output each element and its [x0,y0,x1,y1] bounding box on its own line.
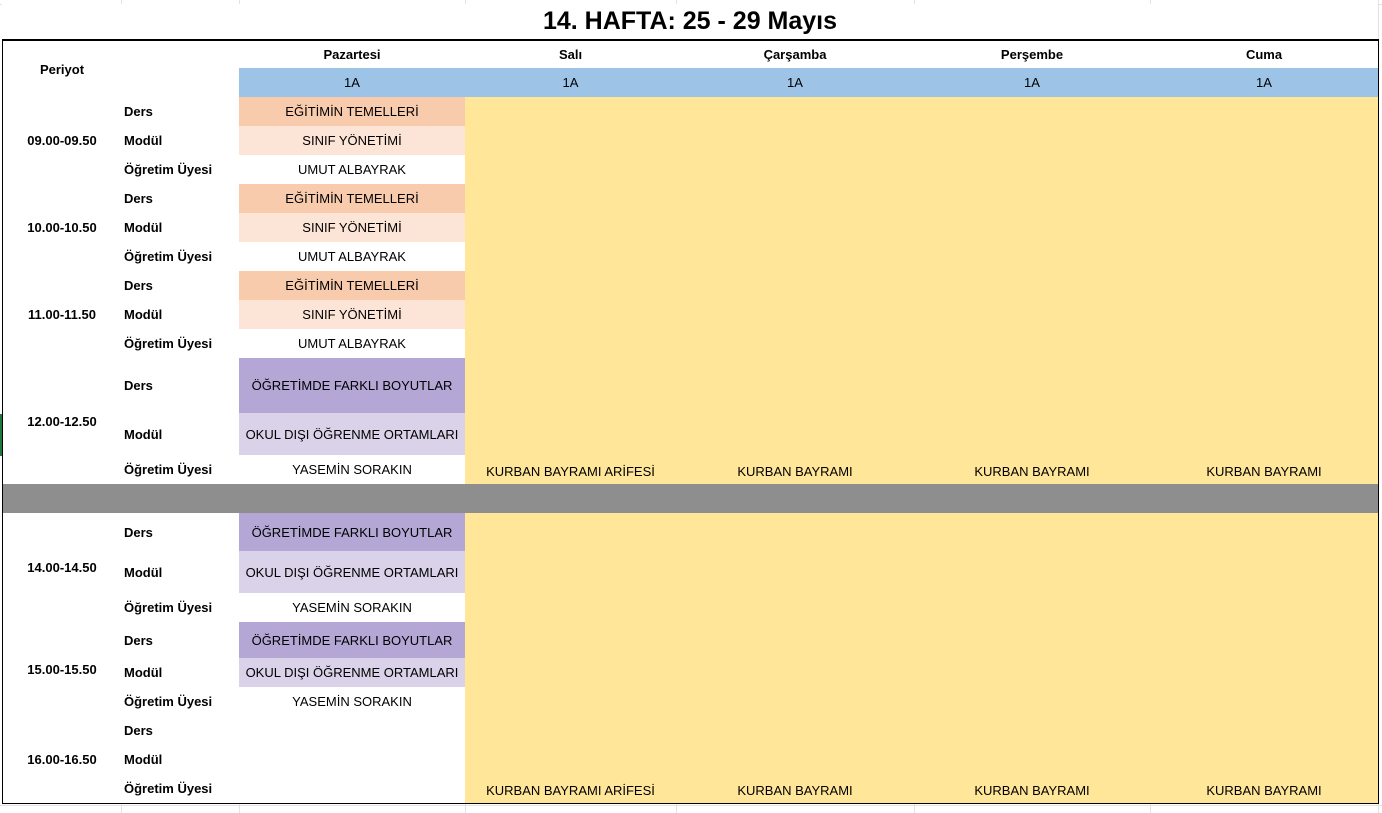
class-cell-carsamba[interactable]: 1A [676,68,915,98]
instructor-cell[interactable]: UMUT ALBAYRAK [239,242,466,272]
row-label-modul[interactable]: Modül [121,551,240,594]
module-cell[interactable]: OKUL DIŞI ÖĞRENME ORTAMLARI [239,413,466,456]
module-cell[interactable]: SINIF YÖNETİMİ [239,213,466,243]
row-label-modul[interactable]: Modül [121,745,240,775]
period-time-cell[interactable]: 15.00-15.50 [2,622,122,717]
blank-header-cell[interactable] [121,39,240,98]
module-cell[interactable]: SINIF YÖNETİMİ [239,126,466,156]
period-time-cell[interactable]: 14.00-14.50 [2,513,122,623]
course-cell[interactable]: EĞİTİMİN TEMELLERİ [239,97,466,127]
holiday-block-persembe[interactable]: KURBAN BAYRAMI [914,97,1151,485]
row-label-modul[interactable]: Modül [121,658,240,688]
day-header-carsamba[interactable]: Çarşamba [676,39,915,69]
module-cell[interactable]: OKUL DIŞI ÖĞRENME ORTAMLARI [239,551,466,594]
row-label-ogretim-uyesi[interactable]: Öğretim Üyesi [121,242,240,272]
module-cell[interactable]: OKUL DIŞI ÖĞRENME ORTAMLARI [239,658,466,688]
instructor-cell[interactable]: YASEMİN SORAKIN [239,687,466,717]
row-label-ogretim-uyesi[interactable]: Öğretim Üyesi [121,593,240,623]
class-cell-persembe[interactable]: 1A [914,68,1151,98]
row-label-ders[interactable]: Ders [121,97,240,127]
row-label-ogretim-uyesi[interactable]: Öğretim Üyesi [121,687,240,717]
instructor-cell[interactable] [239,774,466,804]
holiday-block-carsamba[interactable]: KURBAN BAYRAMI [676,97,915,485]
period-header[interactable]: Periyot [2,39,122,98]
row-label-ders[interactable]: Ders [121,622,240,659]
row-label-ogretim-uyesi[interactable]: Öğretim Üyesi [121,155,240,185]
holiday-block-sali[interactable]: KURBAN BAYRAMI ARİFESİ [465,513,677,804]
period-time-cell[interactable]: 09.00-09.50 [2,97,122,185]
holiday-block-sali[interactable]: KURBAN BAYRAMI ARİFESİ [465,97,677,485]
row-label-ders[interactable]: Ders [121,271,240,301]
period-time-cell[interactable]: 12.00-12.50 [2,358,122,485]
row-label-modul[interactable]: Modül [121,213,240,243]
class-cell-cuma[interactable]: 1A [1150,68,1379,98]
instructor-cell[interactable]: YASEMİN SORAKIN [239,455,466,485]
row-label-ogretim-uyesi[interactable]: Öğretim Üyesi [121,329,240,359]
instructor-cell[interactable]: YASEMİN SORAKIN [239,593,466,623]
sheet-title[interactable]: 14. HAFTA: 25 - 29 Mayıs [2,4,1378,39]
instructor-cell[interactable]: UMUT ALBAYRAK [239,155,466,185]
course-cell[interactable]: ÖĞRETİMDE FARKLI BOYUTLAR [239,358,466,414]
instructor-cell[interactable]: UMUT ALBAYRAK [239,329,466,359]
module-cell[interactable] [239,745,466,775]
holiday-block-carsamba[interactable]: KURBAN BAYRAMI [676,513,915,804]
course-cell[interactable]: EĞİTİMİN TEMELLERİ [239,184,466,214]
course-cell[interactable] [239,716,466,746]
row-label-modul[interactable]: Modül [121,126,240,156]
row-label-ders[interactable]: Ders [121,716,240,746]
holiday-block-cuma[interactable]: KURBAN BAYRAMI [1150,513,1379,804]
course-cell[interactable]: EĞİTİMİN TEMELLERİ [239,271,466,301]
module-cell[interactable]: SINIF YÖNETİMİ [239,300,466,330]
period-time-cell[interactable]: 16.00-16.50 [2,716,122,804]
row-label-modul[interactable]: Modül [121,413,240,456]
day-header-persembe[interactable]: Perşembe [914,39,1151,69]
day-header-cuma[interactable]: Cuma [1150,39,1379,69]
gridline [0,805,1382,806]
row-label-ogretim-uyesi[interactable]: Öğretim Üyesi [121,774,240,804]
row-label-modul[interactable]: Modül [121,300,240,330]
row-label-ders[interactable]: Ders [121,184,240,214]
course-cell[interactable]: ÖĞRETİMDE FARKLI BOYUTLAR [239,513,466,552]
row-label-ders[interactable]: Ders [121,513,240,552]
class-cell-sali[interactable]: 1A [465,68,677,98]
holiday-block-persembe[interactable]: KURBAN BAYRAMI [914,513,1151,804]
class-cell-pazartesi[interactable]: 1A [239,68,466,98]
row-label-ogretim-uyesi[interactable]: Öğretim Üyesi [121,455,240,485]
period-time-cell[interactable]: 11.00-11.50 [2,271,122,359]
row-label-ders[interactable]: Ders [121,358,240,414]
period-time-cell[interactable]: 10.00-10.50 [2,184,122,272]
lunch-break-row[interactable] [2,484,1379,514]
day-header-pazartesi[interactable]: Pazartesi [239,39,466,69]
day-header-sali[interactable]: Salı [465,39,677,69]
holiday-block-cuma[interactable]: KURBAN BAYRAMI [1150,97,1379,485]
course-cell[interactable]: ÖĞRETİMDE FARKLI BOYUTLAR [239,622,466,659]
